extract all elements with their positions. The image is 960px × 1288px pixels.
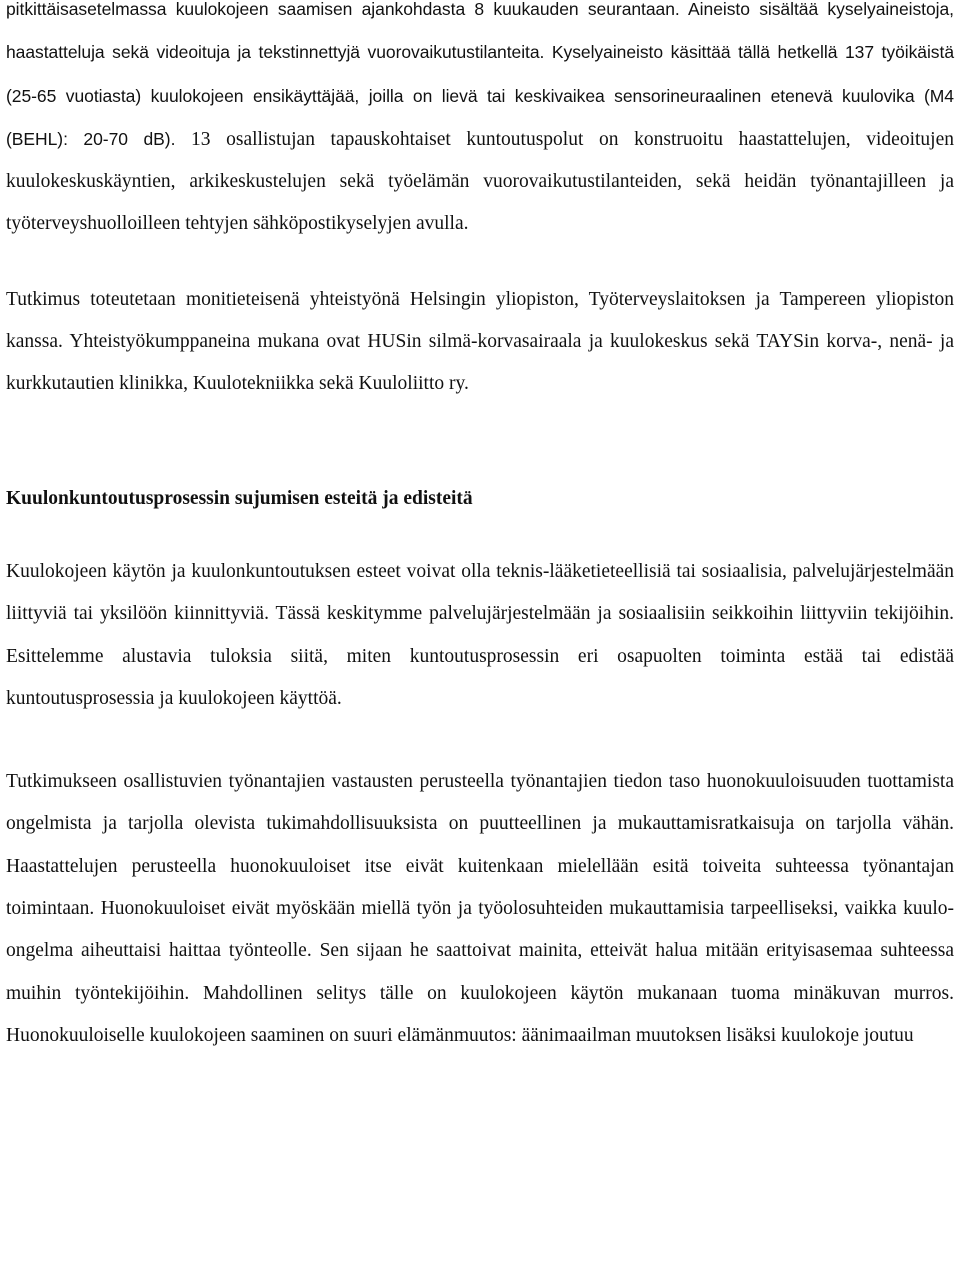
paragraph-barriers: Kuulokojeen käytön ja kuulonkuntoutuksen esteet voivat olla teknis-lääketieteellisiä tai sosiaalisia, palvelujärjestelmään liittyviä tai yksilöön kiinnittyviä. Tässä keskitymme palvelujärjestelmään ja sosiaalisiin seikkoihin liittyviin tekijöihin. Esittelemme alustavia tuloksia siitä, miten kuntoutusprosessin eri osapuolten toiminta estää tai edistää kuntoutusprosessia ja kuulokojeen käyttöä. — [6, 560, 954, 709]
paragraph-employers: Tutkimukseen osallistuvien työnantajien vastausten perusteella työnantajien tiedon taso huonokuuloisuuden tuottamista ongelmista ja tarjolla olevista tukimahdollisuuksista on puutteellinen ja mukauttamisratkaisuja on tarjolla vähän. Haastattelujen perusteella huonokuuloiset itse eivät kuitenkaan mielellään esitä toiveita suhteessa työnantajan toimintaan. Huonokuuloiset eivät myöskään miellä työn ja työolosuhteiden mukauttamisia tarpeelliseksi, vaikka kuulo-ongelma aiheuttaisi haittaa työnteolle. Sen sijaan he saattoivat mainita, etteivät halua mitään erityisasemaa suhteessa muihin työntekijöihin. Mahdollinen selitys tälle on kuulokojeen käytön mukanaan tuoma minäkuvan murros. Huonokuuloiselle kuulokojeen saaminen on suuri elämänmuutos: äänimaailman muutoksen lisäksi kuulokoje joutuu — [6, 771, 954, 1046]
paragraph-method — [6, 0, 954, 246]
section-heading: Kuulonkuntoutusprosessin sujumisen esteitä ja edisteitä — [6, 487, 473, 509]
paragraph-method-sans-text: pitkittäisasetelmassa kuulokojeen saamisen ajankohdasta 8 kuukauden seurantaan. Aineisto sisältää kyselyaineistoja, haastatteluja sekä videoituja ja tekstinnettyjä vuorovaikutustilanteita. Kyselyaineisto käsittää tällä hetkellä 137 työikäistä (25-65 vuotiasta) kuulokojeen ensikäyttäjää, joilla on lievä tai keskivaikea sensorineuraalinen etenevä kuulovika (M4 (BEHL): 20-70 dB). — [6, 0, 954, 149]
paragraph-collaboration: Tutkimus toteutetaan monitieteisenä yhteistyönä Helsingin yliopiston, Työterveyslaitoksen ja Tampereen yliopiston kanssa. Yhteistyökumppaneina mukana ovat HUSin silmä-korvasairaala ja kuulokeskus sekä TAYSin korva-, nenä- ja kurkkutautien klinikka, Kuulotekniikka sekä Kuuloliitto ry. — [6, 288, 954, 395]
document-page — [6, 0, 954, 1057]
paragraph-method-serif-text: 13 osallistujan tapauskohtaiset kuntoutuspolut on konstruoitu haastattelujen, videoitujen kuulokeskuskäyntien, arkikeskustelujen sekä työelämän vuorovaikutustilanteiden, sekä heidän työnantajilleen ja työterveyshuolloilleen tehtyjen sähköpostikyselyjen avulla. — [6, 128, 954, 235]
